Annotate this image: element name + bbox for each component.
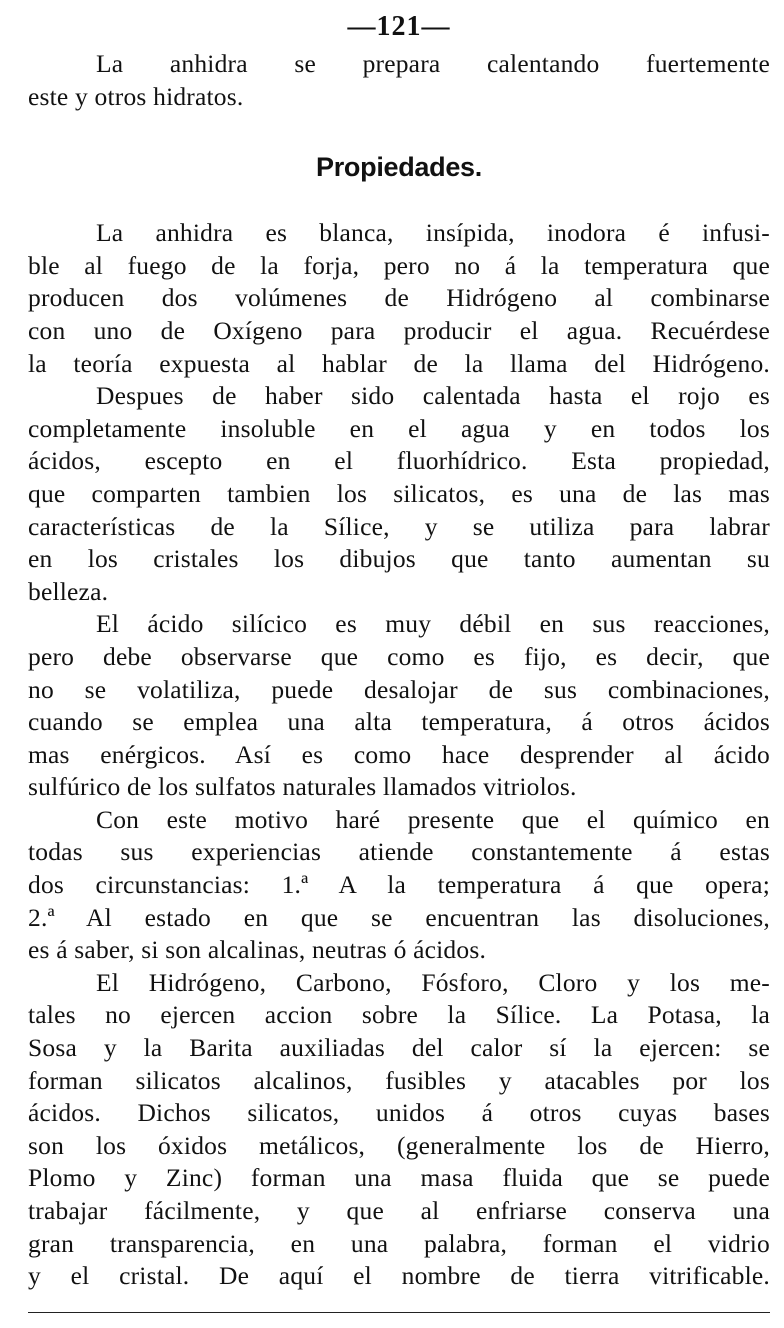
text-line: todas sus experiencias atiende constantemente á estas [28, 837, 770, 867]
text-line: características de la Sílice, y se utiliza para labrar [28, 511, 770, 541]
text-line: producen dos volúmenes de Hidrógeno al combinarse [28, 283, 770, 313]
text-line: ble al fuego de la forja, pero no á la temperatura que [28, 250, 770, 280]
paragraph-5 [28, 967, 770, 1293]
bottom-rule [28, 1312, 770, 1313]
text-line: 2.ª Al estado en que se encuentran las disoluciones, [28, 902, 770, 932]
section-heading: Propiedades. [316, 152, 482, 183]
paragraph-4 [28, 804, 770, 967]
text-line: La anhidra se prepara calentando fuertemente [96, 49, 770, 78]
page-number: —121— [347, 11, 451, 42]
text-line: Sosa y la Barita auxiliadas del calor sí la ejercen: se [28, 1033, 770, 1063]
text-line: cuando se emplea una alta temperatura, á otros ácidos [28, 707, 770, 737]
text-line: trabajar fácilmente, y que al enfriarse conserva una [28, 1196, 770, 1225]
text-line: no se volatiliza, puede desalojar de sus combinaciones, [28, 674, 770, 704]
text-line: es á saber, si son alcalinas, neutras ó ácidos. [28, 935, 487, 965]
text-line: Despues de haber sido calentada hasta el rojo es [96, 381, 770, 411]
text-line: belleza. [28, 576, 109, 606]
text-line: con uno de Oxígeno para producir el agua. Recuérdese [28, 315, 770, 345]
text-line: en los cristales los dibujos que tanto aumentan su [28, 544, 770, 574]
text-line: sulfúrico de los sulfatos naturales llamados vitriolos. [28, 772, 577, 802]
text-line: la teoría expuesta al hablar de la llama del Hidrógeno. [28, 348, 770, 378]
text-line: El ácido silícico es muy débil en sus reacciones, [96, 609, 770, 639]
text-line: este y otros hidratos. [28, 81, 244, 111]
text-line: El Hidrógeno, Carbono, Fósforo, Cloro y los me- [96, 967, 770, 997]
paragraph-3 [28, 608, 770, 804]
text-line: La anhidra es blanca, insípida, inodora é infusi- [96, 218, 770, 248]
text-line: ácidos, escepto en el fluorhídrico. Esta propiedad, [28, 446, 770, 476]
text-line: y el cristal. De aquí el nombre de tierra vitrificable. [28, 1261, 770, 1291]
paragraph-2 [28, 380, 770, 608]
text-line: pero debe observarse que como es fijo, es decir, que [28, 641, 770, 671]
text-line: Con este motivo haré presente que el químico en [96, 804, 770, 834]
text-line: son los óxidos metálicos, (generalmente los de Hierro, [28, 1130, 770, 1160]
text-line: forman silicatos alcalinos, fusibles y atacables por los [28, 1065, 770, 1095]
intro-paragraph [28, 48, 770, 113]
book-page [28, 0, 770, 1328]
text-line: ácidos. Dichos silicatos, unidos á otros cuyas bases [28, 1098, 770, 1128]
text-line: completamente insoluble en el agua y en todos los [28, 413, 770, 443]
paragraph-1 [28, 217, 770, 380]
text-line: que comparten tambien los silicatos, es una de las mas [28, 478, 770, 508]
text-line: gran transparencia, en una palabra, forman el vidrio [28, 1228, 770, 1258]
text-line: Plomo y Zinc) forman una masa fluida que se puede [28, 1163, 770, 1193]
text-line: dos circunstancias: 1.ª A la temperatura á que opera; [28, 870, 770, 900]
text-line: tales no ejercen accion sobre la Sílice. La Potasa, la [28, 1000, 770, 1030]
text-line: mas enérgicos. Así es como hace desprender al ácido [28, 739, 770, 769]
